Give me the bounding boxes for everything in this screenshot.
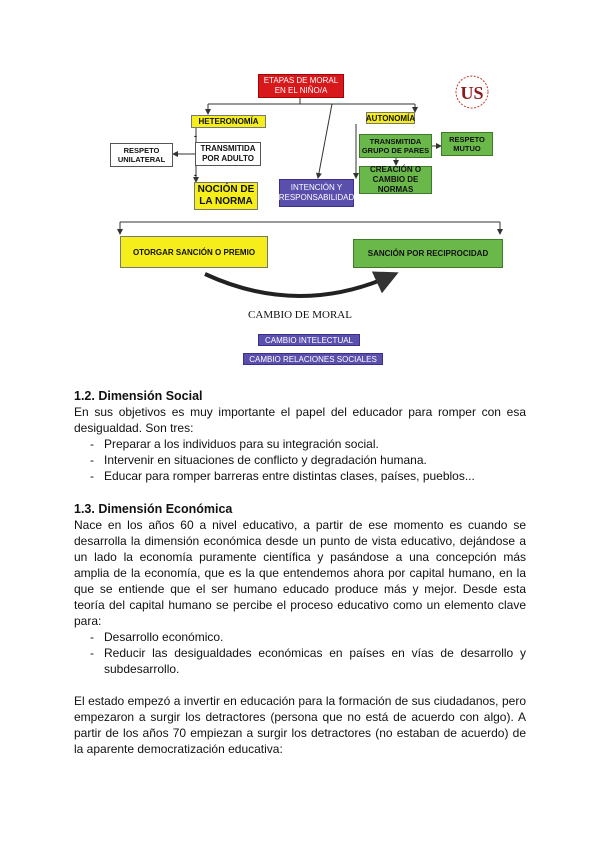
list-item-text: Preparar a los individuos para su integración social. bbox=[104, 437, 379, 451]
transmitida-pares-box: TRANSMITIDA GRUPO DE PARES bbox=[359, 134, 432, 158]
sancion-reciprocidad-box: SANCIÓN POR RECIPROCIDAD bbox=[353, 239, 503, 268]
nocion-norma-box: NOCIÓN DE LA NORMA bbox=[194, 182, 258, 210]
list-item-text: Educar para romper barreras entre distintas clases, países, pueblos... bbox=[104, 469, 475, 483]
bullet: - bbox=[90, 630, 94, 644]
bullet: - bbox=[90, 469, 94, 483]
list-item bbox=[74, 436, 526, 452]
section-heading: 1.3. Dimensión Económica bbox=[74, 502, 233, 516]
list-item-text: Desarrollo económico. bbox=[104, 630, 224, 644]
creacion-normas-box: CREACIÓN O CAMBIO DE NORMAS bbox=[359, 166, 432, 194]
cambio-moral-label: CAMBIO DE MORAL bbox=[248, 309, 352, 321]
respeto-mutuo-box: RESPETO MUTUO bbox=[441, 132, 493, 156]
list-item bbox=[74, 645, 526, 677]
bullet: - bbox=[90, 453, 94, 467]
intencion-box: INTENCIÓN Y RESPONSABILIDAD bbox=[279, 179, 354, 207]
connector-intencion bbox=[318, 104, 332, 178]
transmitida-adulto-box: TRANSMITIDA POR ADULTO bbox=[195, 142, 261, 166]
cambio-intelectual-box: CAMBIO INTELECTUAL bbox=[258, 334, 360, 346]
section-economica bbox=[74, 501, 526, 757]
heteronomia-box: HETERONOMÍA bbox=[191, 115, 266, 128]
autonomia-box: AUTONOMÍA bbox=[365, 113, 416, 123]
svg-text:US: US bbox=[460, 83, 484, 103]
section-heading: 1.2. Dimensión Social bbox=[74, 389, 203, 403]
curved-arrow bbox=[205, 274, 395, 296]
list-item-text: Reducir las desigualdades económicas en países en vías de desarrollo y subdesarrollo. bbox=[104, 646, 526, 676]
paragraph: El estado empezó a invertir en educación para la formación de sus ciudadanos, pero empezaron a surgir los detractores (persona que no está de acuerdo con algo). A partir de los años 70 empiezan a surgir los detractores (no estaban de acuerdo) de la aparente democratización educativa: bbox=[74, 694, 526, 756]
list-item-text: Intervenir en situaciones de conflicto y degradación humana. bbox=[104, 453, 427, 467]
list-item bbox=[74, 452, 526, 468]
list-item bbox=[74, 629, 526, 645]
cambio-relaciones-box: CAMBIO RELACIONES SOCIALES bbox=[243, 353, 383, 365]
respeto-unilateral-box: RESPETO UNILATERAL bbox=[110, 143, 173, 167]
university-seal-icon bbox=[454, 74, 490, 110]
bullet: - bbox=[90, 437, 94, 451]
list-item bbox=[74, 468, 526, 484]
otorgar-sancion-box: OTORGAR SANCIÓN O PREMIO bbox=[120, 236, 268, 268]
section-social bbox=[74, 388, 526, 484]
paragraph: Nace en los años 60 a nivel educativo, a partir de ese momento es cuando se desarrolla la dimensión económica desde un punto de vista educativo, dejándose a un lado la economía puramente científica y pasándose a una concepción más amplia de la economía, que es la que entendemos ahora por capital humano, en la que se entiende que el ser humano educado produce más y mejor. Desde esta teoría del capital humano se percibe el proceso educativo como un elemento clave para: bbox=[74, 518, 526, 628]
dash-1: - bbox=[194, 131, 197, 141]
university-logo bbox=[454, 74, 490, 110]
bullet: - bbox=[90, 646, 94, 660]
title-box: ETAPAS DE MORAL EN EL NIÑO/A bbox=[258, 74, 344, 98]
dash-2: - bbox=[194, 170, 197, 180]
paragraph: En sus objetivos es muy importante el papel del educador para romper con esa desigualdad. Son tres: bbox=[74, 405, 526, 435]
